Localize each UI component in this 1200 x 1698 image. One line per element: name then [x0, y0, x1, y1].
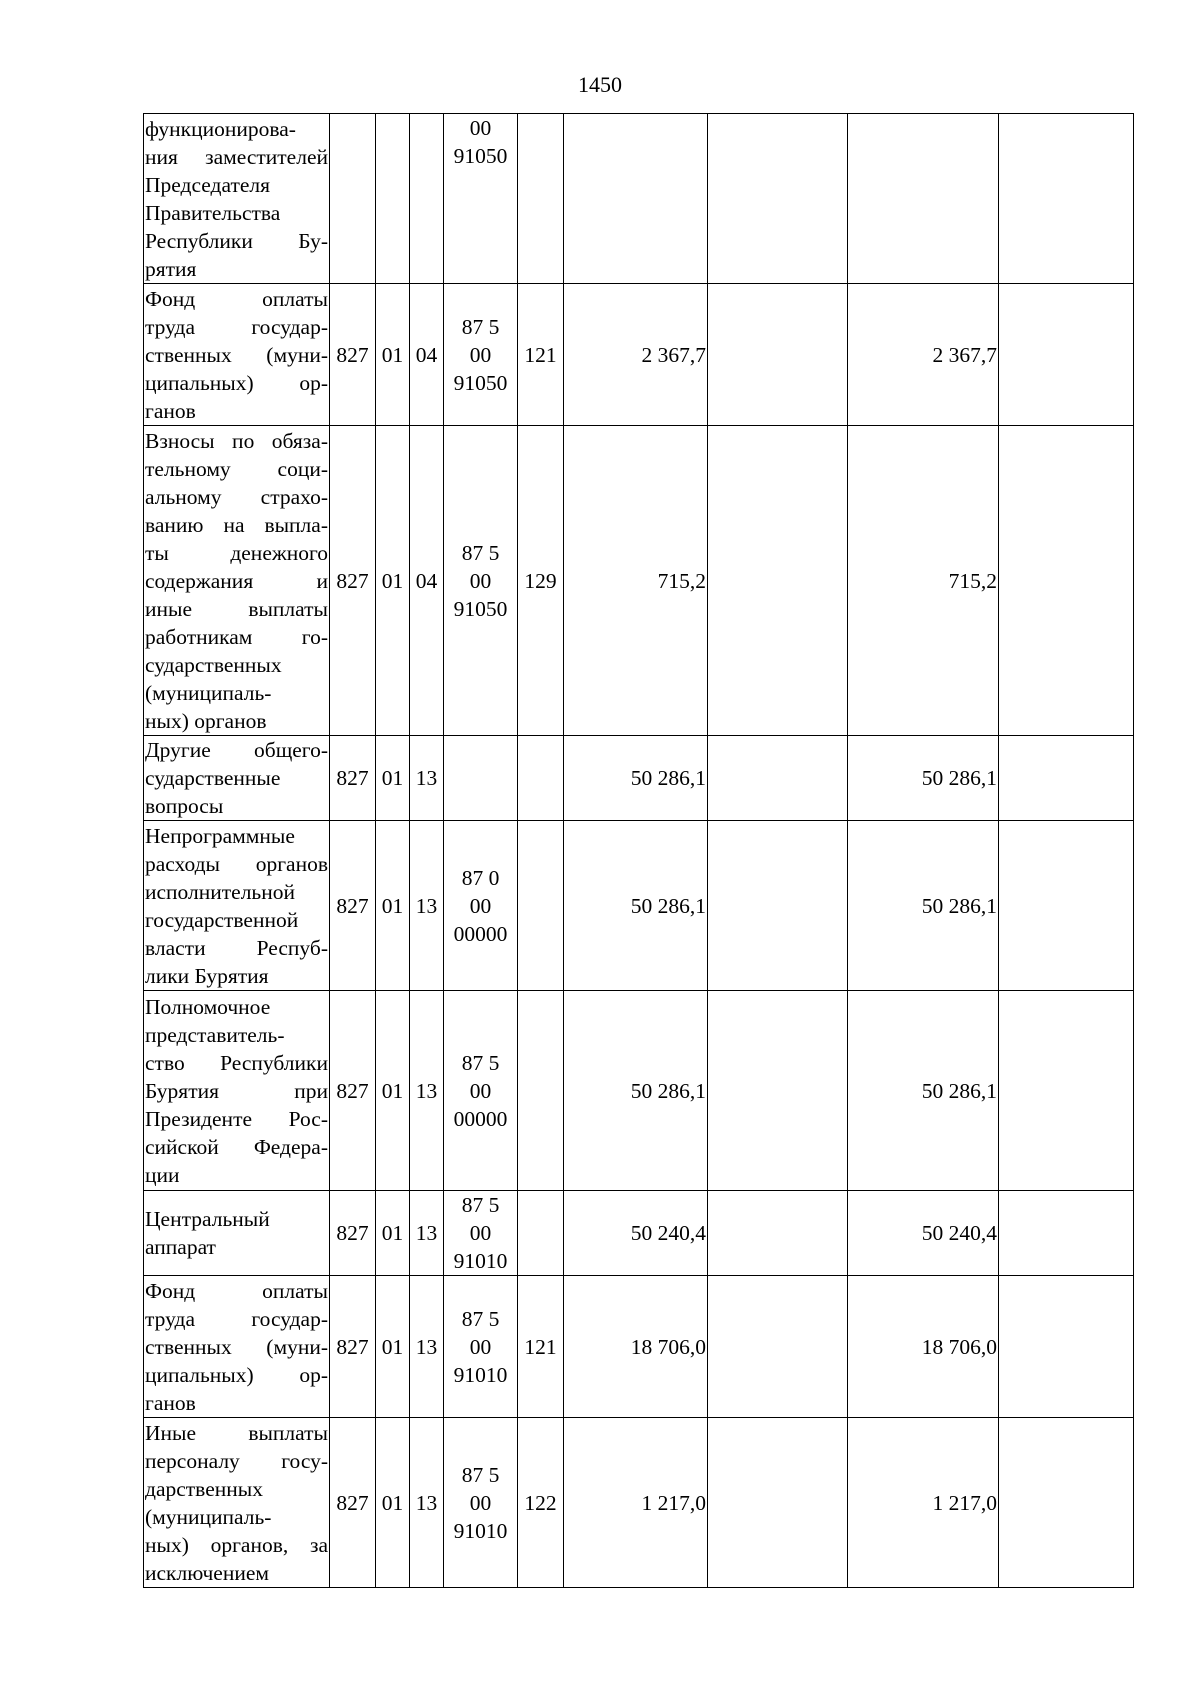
- amount-total-cell: 2 367,7: [564, 284, 708, 426]
- amount-republic-cell: 18 706,0: [848, 1276, 999, 1418]
- expense-name-line: аппарат: [145, 1235, 216, 1259]
- expense-name-line: ципальных) ор-: [145, 370, 328, 395]
- expense-type-cell: [518, 736, 564, 821]
- expense-name-line: Непрограммные: [145, 823, 295, 848]
- subsection-code-cell: 13: [410, 821, 444, 991]
- target-article-line: 00: [469, 1221, 492, 1245]
- amount-federal-cell: [708, 1191, 848, 1276]
- expense-name-cell: [144, 821, 330, 991]
- expense-name-line: работникам го-: [145, 624, 328, 649]
- subsection-code-cell: 13: [410, 991, 444, 1191]
- expense-name-line: Взносы по обяза-: [145, 428, 328, 453]
- table-row: [144, 821, 1134, 991]
- section-code-cell: 01: [376, 426, 410, 736]
- expense-name-line: ганов: [145, 398, 196, 423]
- admin-code-cell: [330, 114, 376, 284]
- target-article-line: 91050: [453, 370, 508, 395]
- target-article-line: 91010: [453, 1249, 508, 1273]
- target-article-line: 91050: [453, 596, 508, 621]
- subsection-code-cell: [410, 114, 444, 284]
- expense-name-line: Центральный: [145, 1207, 270, 1231]
- admin-code-cell: 827: [330, 821, 376, 991]
- admin-code-cell: 827: [330, 1276, 376, 1418]
- budget-table: [143, 113, 1134, 1588]
- target-article-line: 87 5: [461, 1050, 500, 1075]
- expense-type-cell: 121: [518, 284, 564, 426]
- amount-total-cell: [564, 114, 708, 284]
- target-article-line: 87 5: [461, 314, 500, 339]
- admin-code-cell: 827: [330, 1418, 376, 1588]
- subsection-code-cell: 13: [410, 1276, 444, 1418]
- section-code-cell: 01: [376, 284, 410, 426]
- expense-name-cell: [144, 991, 330, 1191]
- amount-federal-cell: [708, 991, 848, 1191]
- target-article-line: 91010: [453, 1362, 508, 1387]
- table-row: [144, 1191, 1134, 1276]
- extra-cell: [999, 284, 1134, 426]
- target-article-cell: [444, 991, 518, 1191]
- expense-name-line: Полномочное: [145, 994, 271, 1019]
- amount-federal-cell: [708, 736, 848, 821]
- amount-republic-cell: [848, 114, 999, 284]
- amount-republic-cell: 715,2: [848, 426, 999, 736]
- expense-name-line: Председателя: [145, 172, 271, 197]
- table-row: [144, 991, 1134, 1191]
- target-article-line: 00: [469, 568, 492, 593]
- expense-name-cell: [144, 736, 330, 821]
- section-code-cell: 01: [376, 1276, 410, 1418]
- extra-cell: [999, 821, 1134, 991]
- target-article-line: 00000: [453, 1106, 508, 1131]
- amount-republic-cell: 50 240,4: [848, 1191, 999, 1276]
- target-article-line: 87 5: [461, 540, 500, 565]
- target-article-line: 87 5: [461, 1462, 500, 1487]
- target-article-cell: [444, 284, 518, 426]
- target-article-line: 00: [469, 1078, 492, 1103]
- admin-code-cell: 827: [330, 991, 376, 1191]
- target-article-line: 00: [469, 116, 492, 140]
- admin-code-cell: 827: [330, 426, 376, 736]
- table-row: [144, 114, 1134, 284]
- target-article-line: 87 5: [461, 1193, 500, 1217]
- expense-name-cell: [144, 114, 330, 284]
- target-article-cell: [444, 426, 518, 736]
- section-code-cell: 01: [376, 821, 410, 991]
- subsection-code-cell: 04: [410, 426, 444, 736]
- target-article-line: 00: [469, 1334, 492, 1359]
- extra-cell: [999, 736, 1134, 821]
- table-row: [144, 284, 1134, 426]
- expense-name-cell: [144, 426, 330, 736]
- section-code-cell: 01: [376, 736, 410, 821]
- expense-name-line: Фонд оплаты: [145, 286, 328, 311]
- subsection-code-cell: 13: [410, 736, 444, 821]
- extra-cell: [999, 114, 1134, 284]
- target-article-line: 00000: [453, 921, 508, 946]
- expense-name-line: расходы органов: [145, 851, 328, 876]
- expense-name-line: Другие общего-: [145, 738, 328, 762]
- amount-total-cell: 18 706,0: [564, 1276, 708, 1418]
- amount-total-cell: 50 240,4: [564, 1191, 708, 1276]
- expense-name-line: ты денежного: [145, 540, 328, 565]
- expense-name-cell: [144, 284, 330, 426]
- expense-name-line: дарственных: [145, 1476, 263, 1501]
- expense-name-line: ния заместителей: [145, 144, 328, 169]
- expense-name-line: представитель-: [145, 1022, 285, 1047]
- expense-name-line: сударственных: [145, 652, 282, 677]
- target-article-cell: [444, 736, 518, 821]
- expense-name-line: власти Респуб-: [145, 935, 328, 960]
- expense-name-line: лики Бурятия: [145, 963, 269, 988]
- subsection-code-cell: 13: [410, 1191, 444, 1276]
- amount-federal-cell: [708, 821, 848, 991]
- amount-federal-cell: [708, 1418, 848, 1588]
- expense-name-line: ство Республики: [145, 1050, 328, 1075]
- expense-name-line: вопросы: [145, 794, 224, 818]
- expense-name-line: иные выплаты: [145, 596, 328, 621]
- expense-name-line: содержания и: [145, 568, 328, 593]
- expense-name-line: исключением: [145, 1560, 269, 1585]
- expense-type-cell: [518, 991, 564, 1191]
- expense-name-cell: [144, 1191, 330, 1276]
- amount-republic-cell: 50 286,1: [848, 736, 999, 821]
- expense-name-line: ных) органов, за: [145, 1532, 328, 1557]
- target-article-line: 87 0: [461, 865, 500, 890]
- page-number: 1450: [578, 72, 622, 97]
- extra-cell: [999, 1418, 1134, 1588]
- expense-name-line: Иные выплаты: [145, 1420, 328, 1445]
- target-article-line: 00: [469, 893, 492, 918]
- subsection-code-cell: 13: [410, 1418, 444, 1588]
- admin-code-cell: 827: [330, 736, 376, 821]
- amount-republic-cell: 50 286,1: [848, 991, 999, 1191]
- expense-name-line: ванию на выпла-: [145, 512, 328, 537]
- amount-republic-cell: 50 286,1: [848, 821, 999, 991]
- amount-total-cell: 50 286,1: [564, 991, 708, 1191]
- expense-name-line: Бурятия при: [145, 1078, 328, 1103]
- target-article-cell: [444, 114, 518, 284]
- amount-federal-cell: [708, 114, 848, 284]
- section-code-cell: [376, 114, 410, 284]
- target-article-cell: [444, 1276, 518, 1418]
- amount-federal-cell: [708, 284, 848, 426]
- expense-name-line: Фонд оплаты: [145, 1278, 328, 1303]
- admin-code-cell: 827: [330, 284, 376, 426]
- section-code-cell: 01: [376, 991, 410, 1191]
- target-article-line: 00: [469, 1490, 492, 1515]
- expense-name-line: функционирова-: [145, 116, 296, 141]
- expense-type-cell: 129: [518, 426, 564, 736]
- expense-type-cell: 121: [518, 1276, 564, 1418]
- target-article-line: 91050: [453, 144, 508, 168]
- expense-type-cell: [518, 114, 564, 284]
- section-code-cell: 01: [376, 1418, 410, 1588]
- target-article-line: 91010: [453, 1518, 508, 1543]
- expense-name-line: (муниципаль-: [145, 680, 272, 705]
- expense-name-line: труда государ-: [145, 314, 328, 339]
- expense-name-line: государственной: [145, 907, 299, 932]
- expense-name-line: персоналу госу-: [145, 1448, 328, 1473]
- amount-total-cell: 715,2: [564, 426, 708, 736]
- expense-name-line: рятия: [145, 256, 197, 281]
- extra-cell: [999, 991, 1134, 1191]
- extra-cell: [999, 426, 1134, 736]
- amount-republic-cell: 2 367,7: [848, 284, 999, 426]
- expense-name-cell: [144, 1418, 330, 1588]
- target-article-cell: [444, 1418, 518, 1588]
- table-body: [144, 114, 1134, 1588]
- target-article-cell: [444, 821, 518, 991]
- expense-name-line: труда государ-: [145, 1306, 328, 1331]
- expense-name-line: (муниципаль-: [145, 1504, 272, 1529]
- expense-type-cell: [518, 821, 564, 991]
- amount-federal-cell: [708, 1276, 848, 1418]
- expense-type-cell: 122: [518, 1418, 564, 1588]
- expense-name-line: ганов: [145, 1390, 196, 1415]
- amount-total-cell: 50 286,1: [564, 821, 708, 991]
- extra-cell: [999, 1276, 1134, 1418]
- admin-code-cell: 827: [330, 1191, 376, 1276]
- expense-name-line: ципальных) ор-: [145, 1362, 328, 1387]
- expense-name-line: ственных (муни-: [145, 1334, 328, 1359]
- table-row: [144, 1418, 1134, 1588]
- expense-name-line: ственных (муни-: [145, 342, 328, 367]
- expense-name-line: сийской Федера-: [145, 1134, 328, 1159]
- expense-name-line: ных) органов: [145, 708, 267, 733]
- expense-name-line: альному страхо-: [145, 484, 328, 509]
- table-row: [144, 736, 1134, 821]
- target-article-cell: [444, 1191, 518, 1276]
- target-article-line: 87 5: [461, 1306, 500, 1331]
- expense-name-line: Президенте Рос-: [145, 1106, 328, 1131]
- expense-name-line: Правительства: [145, 200, 281, 225]
- amount-republic-cell: 1 217,0: [848, 1418, 999, 1588]
- expense-name-cell: [144, 1276, 330, 1418]
- amount-federal-cell: [708, 426, 848, 736]
- amount-total-cell: 50 286,1: [564, 736, 708, 821]
- subsection-code-cell: 04: [410, 284, 444, 426]
- amount-total-cell: 1 217,0: [564, 1418, 708, 1588]
- expense-name-line: сударственные: [145, 766, 281, 790]
- expense-type-cell: [518, 1191, 564, 1276]
- section-code-cell: 01: [376, 1191, 410, 1276]
- target-article-line: 00: [469, 342, 492, 367]
- expense-name-line: Республики Бу-: [145, 228, 328, 253]
- table-row: [144, 426, 1134, 736]
- extra-cell: [999, 1191, 1134, 1276]
- expense-name-line: исполнительной: [145, 879, 295, 904]
- table-row: [144, 1276, 1134, 1418]
- expense-name-line: тельному соци-: [145, 456, 328, 481]
- expense-name-line: ции: [145, 1162, 180, 1187]
